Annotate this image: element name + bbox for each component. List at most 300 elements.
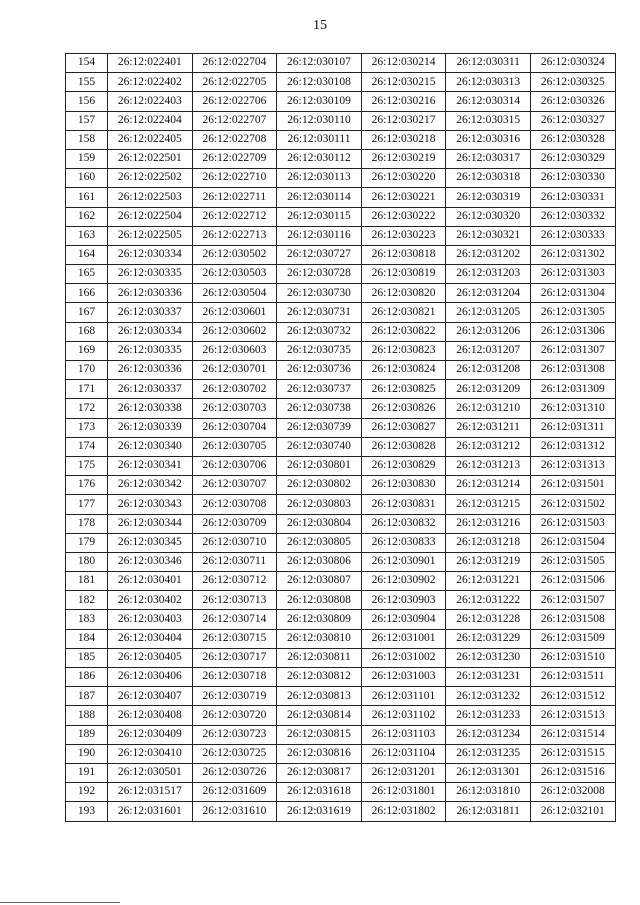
row-number-cell: 154 bbox=[66, 54, 108, 73]
cadastral-number-cell: 26:12:030315 bbox=[446, 111, 531, 130]
table-row bbox=[66, 73, 616, 92]
row-number-cell: 187 bbox=[66, 687, 108, 706]
table-row bbox=[66, 207, 616, 226]
cadastral-number-cell: 26:12:031810 bbox=[446, 783, 531, 802]
cadastral-number-cell: 26:12:030325 bbox=[530, 73, 615, 92]
cadastral-number-cell: 26:12:022501 bbox=[108, 149, 193, 168]
cadastral-number-cell: 26:12:031513 bbox=[530, 706, 615, 725]
cadastral-number-cell: 26:12:030728 bbox=[277, 265, 362, 284]
cadastral-number-cell: 26:12:022704 bbox=[192, 54, 277, 73]
row-number-cell: 174 bbox=[66, 437, 108, 456]
cadastral-number-cell: 26:12:030739 bbox=[277, 418, 362, 437]
cadastral-number-cell: 26:12:031212 bbox=[446, 437, 531, 456]
row-number-cell: 183 bbox=[66, 610, 108, 629]
cadastral-number-cell: 26:12:030603 bbox=[192, 341, 277, 360]
row-number-cell: 160 bbox=[66, 169, 108, 188]
cadastral-number-cell: 26:12:031235 bbox=[446, 744, 531, 763]
row-number-cell: 167 bbox=[66, 303, 108, 322]
cadastral-number-cell: 26:12:030738 bbox=[277, 399, 362, 418]
cadastral-number-cell: 26:12:031002 bbox=[361, 648, 446, 667]
cadastral-number-cell: 26:12:031305 bbox=[530, 303, 615, 322]
row-number-cell: 164 bbox=[66, 245, 108, 264]
cadastral-number-cell: 26:12:030710 bbox=[192, 533, 277, 552]
cadastral-number-cell: 26:12:030405 bbox=[108, 648, 193, 667]
table-row bbox=[66, 437, 616, 456]
row-number-cell: 170 bbox=[66, 361, 108, 380]
cadastral-number-cell: 26:12:031101 bbox=[361, 687, 446, 706]
cadastral-number-cell: 26:12:031304 bbox=[530, 284, 615, 303]
cadastral-number-cell: 26:12:031610 bbox=[192, 802, 277, 821]
cadastral-number-cell: 26:12:030825 bbox=[361, 380, 446, 399]
cadastral-number-cell: 26:12:031221 bbox=[446, 572, 531, 591]
cadastral-number-cell: 26:12:031618 bbox=[277, 783, 362, 802]
cadastral-number-cell: 26:12:030730 bbox=[277, 284, 362, 303]
cadastral-number-cell: 26:12:030340 bbox=[108, 437, 193, 456]
cadastral-number-cell: 26:12:030321 bbox=[446, 226, 531, 245]
cadastral-number-cell: 26:12:031215 bbox=[446, 495, 531, 514]
cadastral-number-cell: 26:12:030328 bbox=[530, 130, 615, 149]
cadastral-number-cell: 26:12:030337 bbox=[108, 303, 193, 322]
cadastral-number-cell: 26:12:030504 bbox=[192, 284, 277, 303]
cadastral-number-cell: 26:12:030333 bbox=[530, 226, 615, 245]
cadastral-number-cell: 26:12:031309 bbox=[530, 380, 615, 399]
cadastral-number-cell: 26:12:031102 bbox=[361, 706, 446, 725]
cadastral-number-cell: 26:12:030810 bbox=[277, 629, 362, 648]
cadastral-number-cell: 26:12:030216 bbox=[361, 92, 446, 111]
cadastral-number-cell: 26:12:031811 bbox=[446, 802, 531, 821]
cadastral-number-cell: 26:12:031801 bbox=[361, 783, 446, 802]
table-row bbox=[66, 284, 616, 303]
cadastral-number-cell: 26:12:031601 bbox=[108, 802, 193, 821]
row-number-cell: 180 bbox=[66, 552, 108, 571]
cadastral-number-cell: 26:12:030404 bbox=[108, 629, 193, 648]
row-number-cell: 172 bbox=[66, 399, 108, 418]
cadastral-number-cell: 26:12:031302 bbox=[530, 245, 615, 264]
row-number-cell: 182 bbox=[66, 591, 108, 610]
table-row bbox=[66, 610, 616, 629]
cadastral-numbers-table bbox=[65, 53, 616, 822]
cadastral-number-cell: 26:12:030826 bbox=[361, 399, 446, 418]
cadastral-number-cell: 26:12:030830 bbox=[361, 476, 446, 495]
cadastral-number-cell: 26:12:022712 bbox=[192, 207, 277, 226]
cadastral-number-cell: 26:12:031003 bbox=[361, 668, 446, 687]
cadastral-number-cell: 26:12:022707 bbox=[192, 111, 277, 130]
cadastral-number-cell: 26:12:030222 bbox=[361, 207, 446, 226]
cadastral-number-cell: 26:12:030223 bbox=[361, 226, 446, 245]
cadastral-number-cell: 26:12:030901 bbox=[361, 552, 446, 571]
cadastral-number-cell: 26:12:030115 bbox=[277, 207, 362, 226]
row-number-cell: 193 bbox=[66, 802, 108, 821]
cadastral-number-cell: 26:12:031001 bbox=[361, 629, 446, 648]
cadastral-number-cell: 26:12:022403 bbox=[108, 92, 193, 111]
cadastral-number-cell: 26:12:022706 bbox=[192, 92, 277, 111]
cadastral-number-cell: 26:12:030833 bbox=[361, 533, 446, 552]
cadastral-number-cell: 26:12:031209 bbox=[446, 380, 531, 399]
cadastral-number-cell: 26:12:022710 bbox=[192, 169, 277, 188]
cadastral-number-cell: 26:12:030108 bbox=[277, 73, 362, 92]
cadastral-number-cell: 26:12:030815 bbox=[277, 725, 362, 744]
table-row bbox=[66, 802, 616, 821]
cadastral-number-cell: 26:12:022502 bbox=[108, 169, 193, 188]
cadastral-number-cell: 26:12:030702 bbox=[192, 380, 277, 399]
cadastral-number-cell: 26:12:031512 bbox=[530, 687, 615, 706]
cadastral-number-cell: 26:12:031204 bbox=[446, 284, 531, 303]
table-row bbox=[66, 92, 616, 111]
cadastral-number-cell: 26:12:030346 bbox=[108, 552, 193, 571]
cadastral-number-cell: 26:12:022708 bbox=[192, 130, 277, 149]
cadastral-number-cell: 26:12:030818 bbox=[361, 245, 446, 264]
cadastral-number-cell: 26:12:030330 bbox=[530, 169, 615, 188]
cadastral-number-cell: 26:12:030324 bbox=[530, 54, 615, 73]
cadastral-number-cell: 26:12:030821 bbox=[361, 303, 446, 322]
cadastral-number-cell: 26:12:030808 bbox=[277, 591, 362, 610]
cadastral-number-cell: 26:12:030113 bbox=[277, 169, 362, 188]
cadastral-number-cell: 26:12:030736 bbox=[277, 361, 362, 380]
cadastral-number-cell: 26:12:030802 bbox=[277, 476, 362, 495]
cadastral-number-cell: 26:12:031103 bbox=[361, 725, 446, 744]
cadastral-number-cell: 26:12:030109 bbox=[277, 92, 362, 111]
cadastral-number-cell: 26:12:030903 bbox=[361, 591, 446, 610]
row-number-cell: 189 bbox=[66, 725, 108, 744]
table-row bbox=[66, 245, 616, 264]
cadastral-number-cell: 26:12:030819 bbox=[361, 265, 446, 284]
cadastral-number-cell: 26:12:030314 bbox=[446, 92, 531, 111]
table-row bbox=[66, 456, 616, 475]
cadastral-number-cell: 26:12:030336 bbox=[108, 361, 193, 380]
cadastral-number-cell: 26:12:031206 bbox=[446, 322, 531, 341]
table-row bbox=[66, 130, 616, 149]
cadastral-number-cell: 26:12:030319 bbox=[446, 188, 531, 207]
cadastral-number-cell: 26:12:031222 bbox=[446, 591, 531, 610]
cadastral-number-cell: 26:12:022405 bbox=[108, 130, 193, 149]
cadastral-number-cell: 26:12:030316 bbox=[446, 130, 531, 149]
cadastral-number-cell: 26:12:022505 bbox=[108, 226, 193, 245]
cadastral-number-cell: 26:12:030820 bbox=[361, 284, 446, 303]
cadastral-number-cell: 26:12:030705 bbox=[192, 437, 277, 456]
cadastral-number-cell: 26:12:031505 bbox=[530, 552, 615, 571]
table-row bbox=[66, 265, 616, 284]
cadastral-number-cell: 26:12:030407 bbox=[108, 687, 193, 706]
cadastral-number-cell: 26:12:030831 bbox=[361, 495, 446, 514]
cadastral-number-cell: 26:12:031507 bbox=[530, 591, 615, 610]
row-number-cell: 162 bbox=[66, 207, 108, 226]
cadastral-number-cell: 26:12:031509 bbox=[530, 629, 615, 648]
cadastral-number-cell: 26:12:030801 bbox=[277, 456, 362, 475]
row-number-cell: 159 bbox=[66, 149, 108, 168]
cadastral-number-cell: 26:12:031312 bbox=[530, 437, 615, 456]
row-number-cell: 178 bbox=[66, 514, 108, 533]
page-number: 15 bbox=[313, 18, 327, 33]
table-row bbox=[66, 533, 616, 552]
row-number-cell: 181 bbox=[66, 572, 108, 591]
cadastral-number-cell: 26:12:031514 bbox=[530, 725, 615, 744]
cadastral-number-cell: 26:12:030904 bbox=[361, 610, 446, 629]
cadastral-number-cell: 26:12:030409 bbox=[108, 725, 193, 744]
table-row bbox=[66, 552, 616, 571]
cadastral-number-cell: 26:12:030832 bbox=[361, 514, 446, 533]
cadastral-number-cell: 26:12:030731 bbox=[277, 303, 362, 322]
cadastral-number-cell: 26:12:030403 bbox=[108, 610, 193, 629]
cadastral-number-cell: 26:12:030708 bbox=[192, 495, 277, 514]
row-number-cell: 175 bbox=[66, 456, 108, 475]
cadastral-number-cell: 26:12:030737 bbox=[277, 380, 362, 399]
cadastral-number-cell: 26:12:031508 bbox=[530, 610, 615, 629]
cadastral-number-cell: 26:12:030408 bbox=[108, 706, 193, 725]
table-row bbox=[66, 744, 616, 763]
cadastral-number-cell: 26:12:030335 bbox=[108, 341, 193, 360]
row-number-cell: 157 bbox=[66, 111, 108, 130]
cadastral-number-cell: 26:12:031515 bbox=[530, 744, 615, 763]
cadastral-number-cell: 26:12:031307 bbox=[530, 341, 615, 360]
cadastral-number-cell: 26:12:030725 bbox=[192, 744, 277, 763]
cadastral-number-cell: 26:12:030704 bbox=[192, 418, 277, 437]
cadastral-number-cell: 26:12:031503 bbox=[530, 514, 615, 533]
cadastral-number-cell: 26:12:022503 bbox=[108, 188, 193, 207]
cadastral-number-cell: 26:12:030334 bbox=[108, 322, 193, 341]
cadastral-number-cell: 26:12:030714 bbox=[192, 610, 277, 629]
row-number-cell: 156 bbox=[66, 92, 108, 111]
cadastral-number-cell: 26:12:031205 bbox=[446, 303, 531, 322]
row-number-cell: 176 bbox=[66, 476, 108, 495]
cadastral-number-cell: 26:12:031511 bbox=[530, 668, 615, 687]
cadastral-number-cell: 26:12:030812 bbox=[277, 668, 362, 687]
cadastral-number-cell: 26:12:030344 bbox=[108, 514, 193, 533]
cadastral-number-cell: 26:12:031234 bbox=[446, 725, 531, 744]
row-number-cell: 155 bbox=[66, 73, 108, 92]
cadastral-number-cell: 26:12:030803 bbox=[277, 495, 362, 514]
cadastral-number-cell: 26:12:030313 bbox=[446, 73, 531, 92]
row-number-cell: 173 bbox=[66, 418, 108, 437]
cadastral-number-cell: 26:12:030410 bbox=[108, 744, 193, 763]
cadastral-number-cell: 26:12:031208 bbox=[446, 361, 531, 380]
cadastral-number-cell: 26:12:030215 bbox=[361, 73, 446, 92]
row-number-cell: 190 bbox=[66, 744, 108, 763]
table-row bbox=[66, 476, 616, 495]
table-row bbox=[66, 380, 616, 399]
cadastral-number-cell: 26:12:030329 bbox=[530, 149, 615, 168]
cadastral-number-cell: 26:12:030402 bbox=[108, 591, 193, 610]
table-row bbox=[66, 188, 616, 207]
cadastral-number-cell: 26:12:030337 bbox=[108, 380, 193, 399]
cadastral-number-cell: 26:12:030723 bbox=[192, 725, 277, 744]
cadastral-number-cell: 26:12:030828 bbox=[361, 437, 446, 456]
cadastral-number-cell: 26:12:030601 bbox=[192, 303, 277, 322]
cadastral-number-cell: 26:12:030720 bbox=[192, 706, 277, 725]
row-number-cell: 177 bbox=[66, 495, 108, 514]
cadastral-number-cell: 26:12:031214 bbox=[446, 476, 531, 495]
cadastral-number-cell: 26:12:022713 bbox=[192, 226, 277, 245]
row-number-cell: 191 bbox=[66, 763, 108, 782]
row-number-cell: 158 bbox=[66, 130, 108, 149]
table-body bbox=[66, 54, 616, 822]
cadastral-number-cell: 26:12:030712 bbox=[192, 572, 277, 591]
cadastral-number-cell: 26:12:031203 bbox=[446, 265, 531, 284]
row-number-cell: 179 bbox=[66, 533, 108, 552]
cadastral-number-cell: 26:12:030338 bbox=[108, 399, 193, 418]
row-number-cell: 165 bbox=[66, 265, 108, 284]
cadastral-number-cell: 26:12:030331 bbox=[530, 188, 615, 207]
cadastral-number-cell: 26:12:030311 bbox=[446, 54, 531, 73]
cadastral-number-cell: 26:12:030342 bbox=[108, 476, 193, 495]
table-row bbox=[66, 687, 616, 706]
cadastral-number-cell: 26:12:030320 bbox=[446, 207, 531, 226]
cadastral-number-cell: 26:12:031802 bbox=[361, 802, 446, 821]
cadastral-number-cell: 26:12:030809 bbox=[277, 610, 362, 629]
cadastral-number-cell: 26:12:030709 bbox=[192, 514, 277, 533]
cadastral-number-cell: 26:12:032101 bbox=[530, 802, 615, 821]
row-number-cell: 163 bbox=[66, 226, 108, 245]
row-number-cell: 188 bbox=[66, 706, 108, 725]
cadastral-number-cell: 26:12:031230 bbox=[446, 648, 531, 667]
cadastral-number-cell: 26:12:031504 bbox=[530, 533, 615, 552]
cadastral-number-cell: 26:12:022705 bbox=[192, 73, 277, 92]
cadastral-number-cell: 26:12:030813 bbox=[277, 687, 362, 706]
cadastral-number-cell: 26:12:030711 bbox=[192, 552, 277, 571]
table-row bbox=[66, 399, 616, 418]
cadastral-number-cell: 26:12:031218 bbox=[446, 533, 531, 552]
cadastral-number-cell: 26:12:031502 bbox=[530, 495, 615, 514]
cadastral-number-cell: 26:12:031609 bbox=[192, 783, 277, 802]
cadastral-number-cell: 26:12:030503 bbox=[192, 265, 277, 284]
cadastral-number-cell: 26:12:030217 bbox=[361, 111, 446, 130]
table-row bbox=[66, 572, 616, 591]
cadastral-number-cell: 26:12:030326 bbox=[530, 92, 615, 111]
cadastral-number-cell: 26:12:031619 bbox=[277, 802, 362, 821]
cadastral-number-cell: 26:12:031213 bbox=[446, 456, 531, 475]
cadastral-number-cell: 26:12:030219 bbox=[361, 149, 446, 168]
cadastral-number-cell: 26:12:030713 bbox=[192, 591, 277, 610]
table-row bbox=[66, 149, 616, 168]
cadastral-number-cell: 26:12:030112 bbox=[277, 149, 362, 168]
cadastral-number-cell: 26:12:030345 bbox=[108, 533, 193, 552]
cadastral-number-cell: 26:12:030827 bbox=[361, 418, 446, 437]
table-row bbox=[66, 648, 616, 667]
table-row bbox=[66, 169, 616, 188]
table-row bbox=[66, 591, 616, 610]
cadastral-number-cell: 26:12:030804 bbox=[277, 514, 362, 533]
cadastral-number-cell: 26:12:030336 bbox=[108, 284, 193, 303]
cadastral-number-cell: 26:12:031201 bbox=[361, 763, 446, 782]
cadastral-number-cell: 26:12:030807 bbox=[277, 572, 362, 591]
row-number-cell: 169 bbox=[66, 341, 108, 360]
cadastral-number-cell: 26:12:030114 bbox=[277, 188, 362, 207]
cadastral-number-cell: 26:12:032008 bbox=[530, 783, 615, 802]
cadastral-number-cell: 26:12:031506 bbox=[530, 572, 615, 591]
row-number-cell: 171 bbox=[66, 380, 108, 399]
cadastral-number-cell: 26:12:031216 bbox=[446, 514, 531, 533]
table-row bbox=[66, 495, 616, 514]
cadastral-number-cell: 26:12:031311 bbox=[530, 418, 615, 437]
cadastral-number-cell: 26:12:031202 bbox=[446, 245, 531, 264]
cadastral-number-cell: 26:12:030339 bbox=[108, 418, 193, 437]
table-row bbox=[66, 226, 616, 245]
cadastral-number-cell: 26:12:031229 bbox=[446, 629, 531, 648]
cadastral-number-cell: 26:12:030740 bbox=[277, 437, 362, 456]
cadastral-number-cell: 26:12:030406 bbox=[108, 668, 193, 687]
table-row bbox=[66, 706, 616, 725]
cadastral-number-cell: 26:12:030726 bbox=[192, 763, 277, 782]
table-row bbox=[66, 725, 616, 744]
cadastral-number-cell: 26:12:031231 bbox=[446, 668, 531, 687]
table-row bbox=[66, 111, 616, 130]
table-row bbox=[66, 514, 616, 533]
cadastral-number-cell: 26:12:030107 bbox=[277, 54, 362, 73]
cadastral-number-cell: 26:12:031306 bbox=[530, 322, 615, 341]
cadastral-number-cell: 26:12:030811 bbox=[277, 648, 362, 667]
cadastral-number-cell: 26:12:030706 bbox=[192, 456, 277, 475]
cadastral-number-cell: 26:12:030701 bbox=[192, 361, 277, 380]
cadastral-number-cell: 26:12:030343 bbox=[108, 495, 193, 514]
cadastral-number-cell: 26:12:030902 bbox=[361, 572, 446, 591]
cadastral-number-cell: 26:12:030718 bbox=[192, 668, 277, 687]
table-row bbox=[66, 341, 616, 360]
table-row bbox=[66, 668, 616, 687]
table-row bbox=[66, 629, 616, 648]
cadastral-number-cell: 26:12:031516 bbox=[530, 763, 615, 782]
cadastral-number-cell: 26:12:031301 bbox=[446, 763, 531, 782]
cadastral-number-cell: 26:12:022402 bbox=[108, 73, 193, 92]
cadastral-number-cell: 26:12:030401 bbox=[108, 572, 193, 591]
cadastral-number-cell: 26:12:031517 bbox=[108, 783, 193, 802]
cadastral-number-cell: 26:12:031510 bbox=[530, 648, 615, 667]
cadastral-number-cell: 26:12:031232 bbox=[446, 687, 531, 706]
cadastral-number-cell: 26:12:031210 bbox=[446, 399, 531, 418]
cadastral-number-cell: 26:12:030318 bbox=[446, 169, 531, 188]
cadastral-number-cell: 26:12:030805 bbox=[277, 533, 362, 552]
cadastral-number-cell: 26:12:022711 bbox=[192, 188, 277, 207]
row-number-cell: 161 bbox=[66, 188, 108, 207]
cadastral-number-cell: 26:12:030715 bbox=[192, 629, 277, 648]
cadastral-number-cell: 26:12:031501 bbox=[530, 476, 615, 495]
cadastral-number-cell: 26:12:030110 bbox=[277, 111, 362, 130]
cadastral-number-cell: 26:12:031303 bbox=[530, 265, 615, 284]
cadastral-number-cell: 26:12:030817 bbox=[277, 763, 362, 782]
cadastral-number-cell: 26:12:030334 bbox=[108, 245, 193, 264]
cadastral-number-cell: 26:12:031211 bbox=[446, 418, 531, 437]
cadastral-number-cell: 26:12:030214 bbox=[361, 54, 446, 73]
cadastral-number-cell: 26:12:030727 bbox=[277, 245, 362, 264]
cadastral-number-cell: 26:12:030218 bbox=[361, 130, 446, 149]
cadastral-number-cell: 26:12:030814 bbox=[277, 706, 362, 725]
table-row bbox=[66, 418, 616, 437]
cadastral-number-cell: 26:12:031104 bbox=[361, 744, 446, 763]
row-number-cell: 192 bbox=[66, 783, 108, 802]
cadastral-number-cell: 26:12:030806 bbox=[277, 552, 362, 571]
cadastral-number-cell: 26:12:030717 bbox=[192, 648, 277, 667]
cadastral-number-cell: 26:12:030111 bbox=[277, 130, 362, 149]
cadastral-number-cell: 26:12:030823 bbox=[361, 341, 446, 360]
cadastral-number-cell: 26:12:030502 bbox=[192, 245, 277, 264]
cadastral-number-cell: 26:12:031310 bbox=[530, 399, 615, 418]
cadastral-number-cell: 26:12:031207 bbox=[446, 341, 531, 360]
table-row bbox=[66, 763, 616, 782]
cadastral-number-cell: 26:12:031313 bbox=[530, 456, 615, 475]
footnote-divider bbox=[0, 902, 120, 903]
cadastral-number-cell: 26:12:030829 bbox=[361, 456, 446, 475]
table-row bbox=[66, 361, 616, 380]
cadastral-number-cell: 26:12:030221 bbox=[361, 188, 446, 207]
row-number-cell: 168 bbox=[66, 322, 108, 341]
cadastral-number-cell: 26:12:030327 bbox=[530, 111, 615, 130]
cadastral-number-cell: 26:12:030735 bbox=[277, 341, 362, 360]
cadastral-number-cell: 26:12:030220 bbox=[361, 169, 446, 188]
table-row bbox=[66, 303, 616, 322]
table-row bbox=[66, 783, 616, 802]
cadastral-number-cell: 26:12:030707 bbox=[192, 476, 277, 495]
cadastral-number-cell: 26:12:030824 bbox=[361, 361, 446, 380]
cadastral-number-cell: 26:12:030332 bbox=[530, 207, 615, 226]
cadastral-number-cell: 26:12:030703 bbox=[192, 399, 277, 418]
